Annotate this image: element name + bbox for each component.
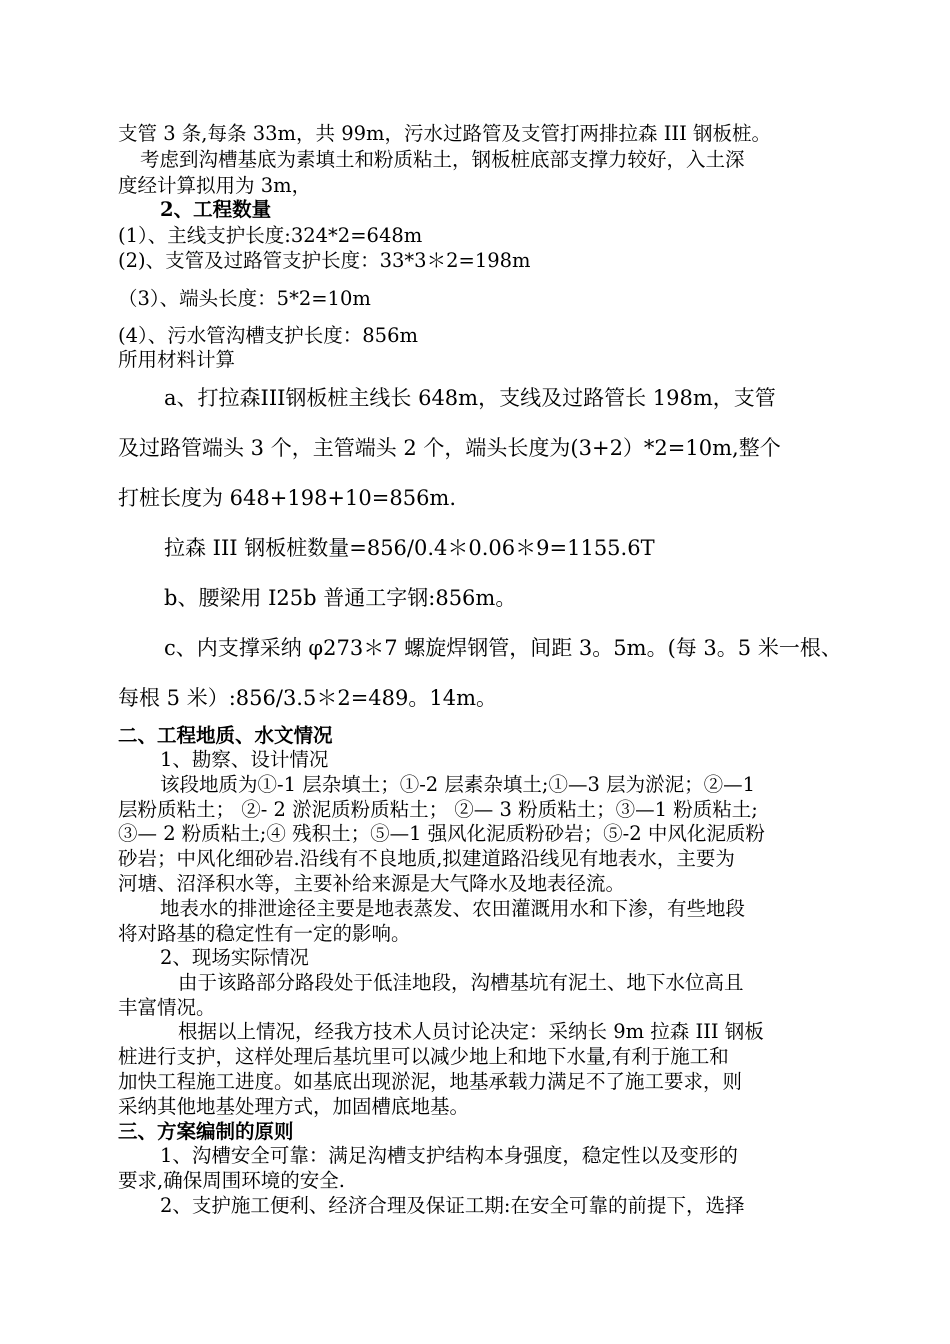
text-line: 1、勘察、设计情况: [160, 748, 329, 771]
text-line: 1、沟槽安全可靠：满足沟槽支护结构本身强度，稳定性以及变形的: [160, 1144, 738, 1167]
text-line: 由于该路部分路段处于低洼地段，沟槽基坑有泥土、地下水位高且: [178, 971, 744, 994]
text-line: 根据以上情况，经我方技术人员讨论决定：采纳长 9m 拉森 III 钢板: [178, 1020, 764, 1043]
text-line: b、腰梁用 I25b 普通工字钢:856m。: [164, 586, 517, 610]
text-line: 2、支护施工便利、经济合理及保证工期:在安全可靠的前提下，选择: [160, 1194, 745, 1217]
text-line: 所用材料计算: [118, 348, 236, 371]
text-line: 层粉质粘土； ②- 2 淤泥质粉质粘土； ②— 3 粉质粘土；③—1 粉质粘土;: [118, 798, 758, 821]
text-line: 该段地质为①-1 层杂填土；①-2 层素杂填土;①—3 层为淤泥；②—1: [160, 773, 755, 796]
text-line: (4）、污水管沟槽支护长度：856m: [118, 324, 418, 347]
text-line: （3）、端头长度：5*2=10m: [118, 287, 371, 310]
text-line: a、打拉森III钢板桩主线长 648m，支线及过路管长 198m，支管: [164, 386, 776, 410]
text-line: 每根 5 米）:856/3.5＊2=489。14m。: [118, 686, 498, 710]
text-line: 加快工程施工进度。如基底出现淤泥，地基承载力满足不了施工要求，则: [118, 1070, 743, 1093]
text-line: (2)、支管及过路管支护长度：33*3＊2=198m: [118, 249, 531, 272]
text-line: (1）、主线支护长度:324*2=648m: [118, 224, 423, 247]
text-line: 拉森 III 钢板桩数量=856/0.4＊0.06＊9=1155.6T: [164, 536, 655, 560]
section-heading: 2、工程数量: [160, 198, 272, 221]
text-line: 砂岩；中风化细砂岩.沿线有不良地质,拟建道路沿线见有地表水，主要为: [118, 847, 735, 870]
text-line: 河塘、沼泽积水等，主要补给来源是大气降水及地表径流。: [118, 872, 626, 895]
text-line: ③— 2 粉质粘土;④ 残积土；⑤—1 强风化泥质粉砂岩；⑤-2 中风化泥质粉: [118, 822, 765, 845]
text-line: 地表水的排泄途径主要是地表蒸发、农田灌溉用水和下渗，有些地段: [160, 897, 746, 920]
text-line: 将对路基的稳定性有一定的影响。: [118, 922, 411, 945]
text-line: 桩进行支护，这样处理后基坑里可以减少地上和地下水量,有利于施工和: [118, 1045, 729, 1068]
text-line: 打桩长度为 648+198+10=856m.: [118, 486, 457, 510]
text-line: 丰富情况。: [118, 996, 216, 1019]
section-heading: 三、方案编制的原则: [118, 1120, 294, 1143]
text-line: 度经计算拟用为 3m，: [118, 174, 312, 197]
text-line: c、内支撑采纳 φ273＊7 螺旋焊钢管，间距 3。5m。(每 3。5 米一根、: [164, 636, 842, 660]
text-line: 要求,确保周围环境的安全.: [118, 1169, 345, 1192]
section-heading: 二、工程地质、水文情况: [118, 724, 333, 747]
text-line: 2、现场实际情况: [160, 946, 309, 969]
text-line: 及过路管端头 3 个，主管端头 2 个，端头长度为(3+2）*2=10m,整个: [118, 436, 781, 460]
text-line: 考虑到沟槽基底为素填土和粉质粘土，钢板桩底部支撑力较好，入土深: [140, 148, 745, 171]
text-line: 采纳其他地基处理方式，加固槽底地基。: [118, 1095, 470, 1118]
text-line: 支管 3 条,每条 33m，共 99m，污水过路管及支管打两排拉森 III 钢板桩。: [118, 122, 772, 145]
